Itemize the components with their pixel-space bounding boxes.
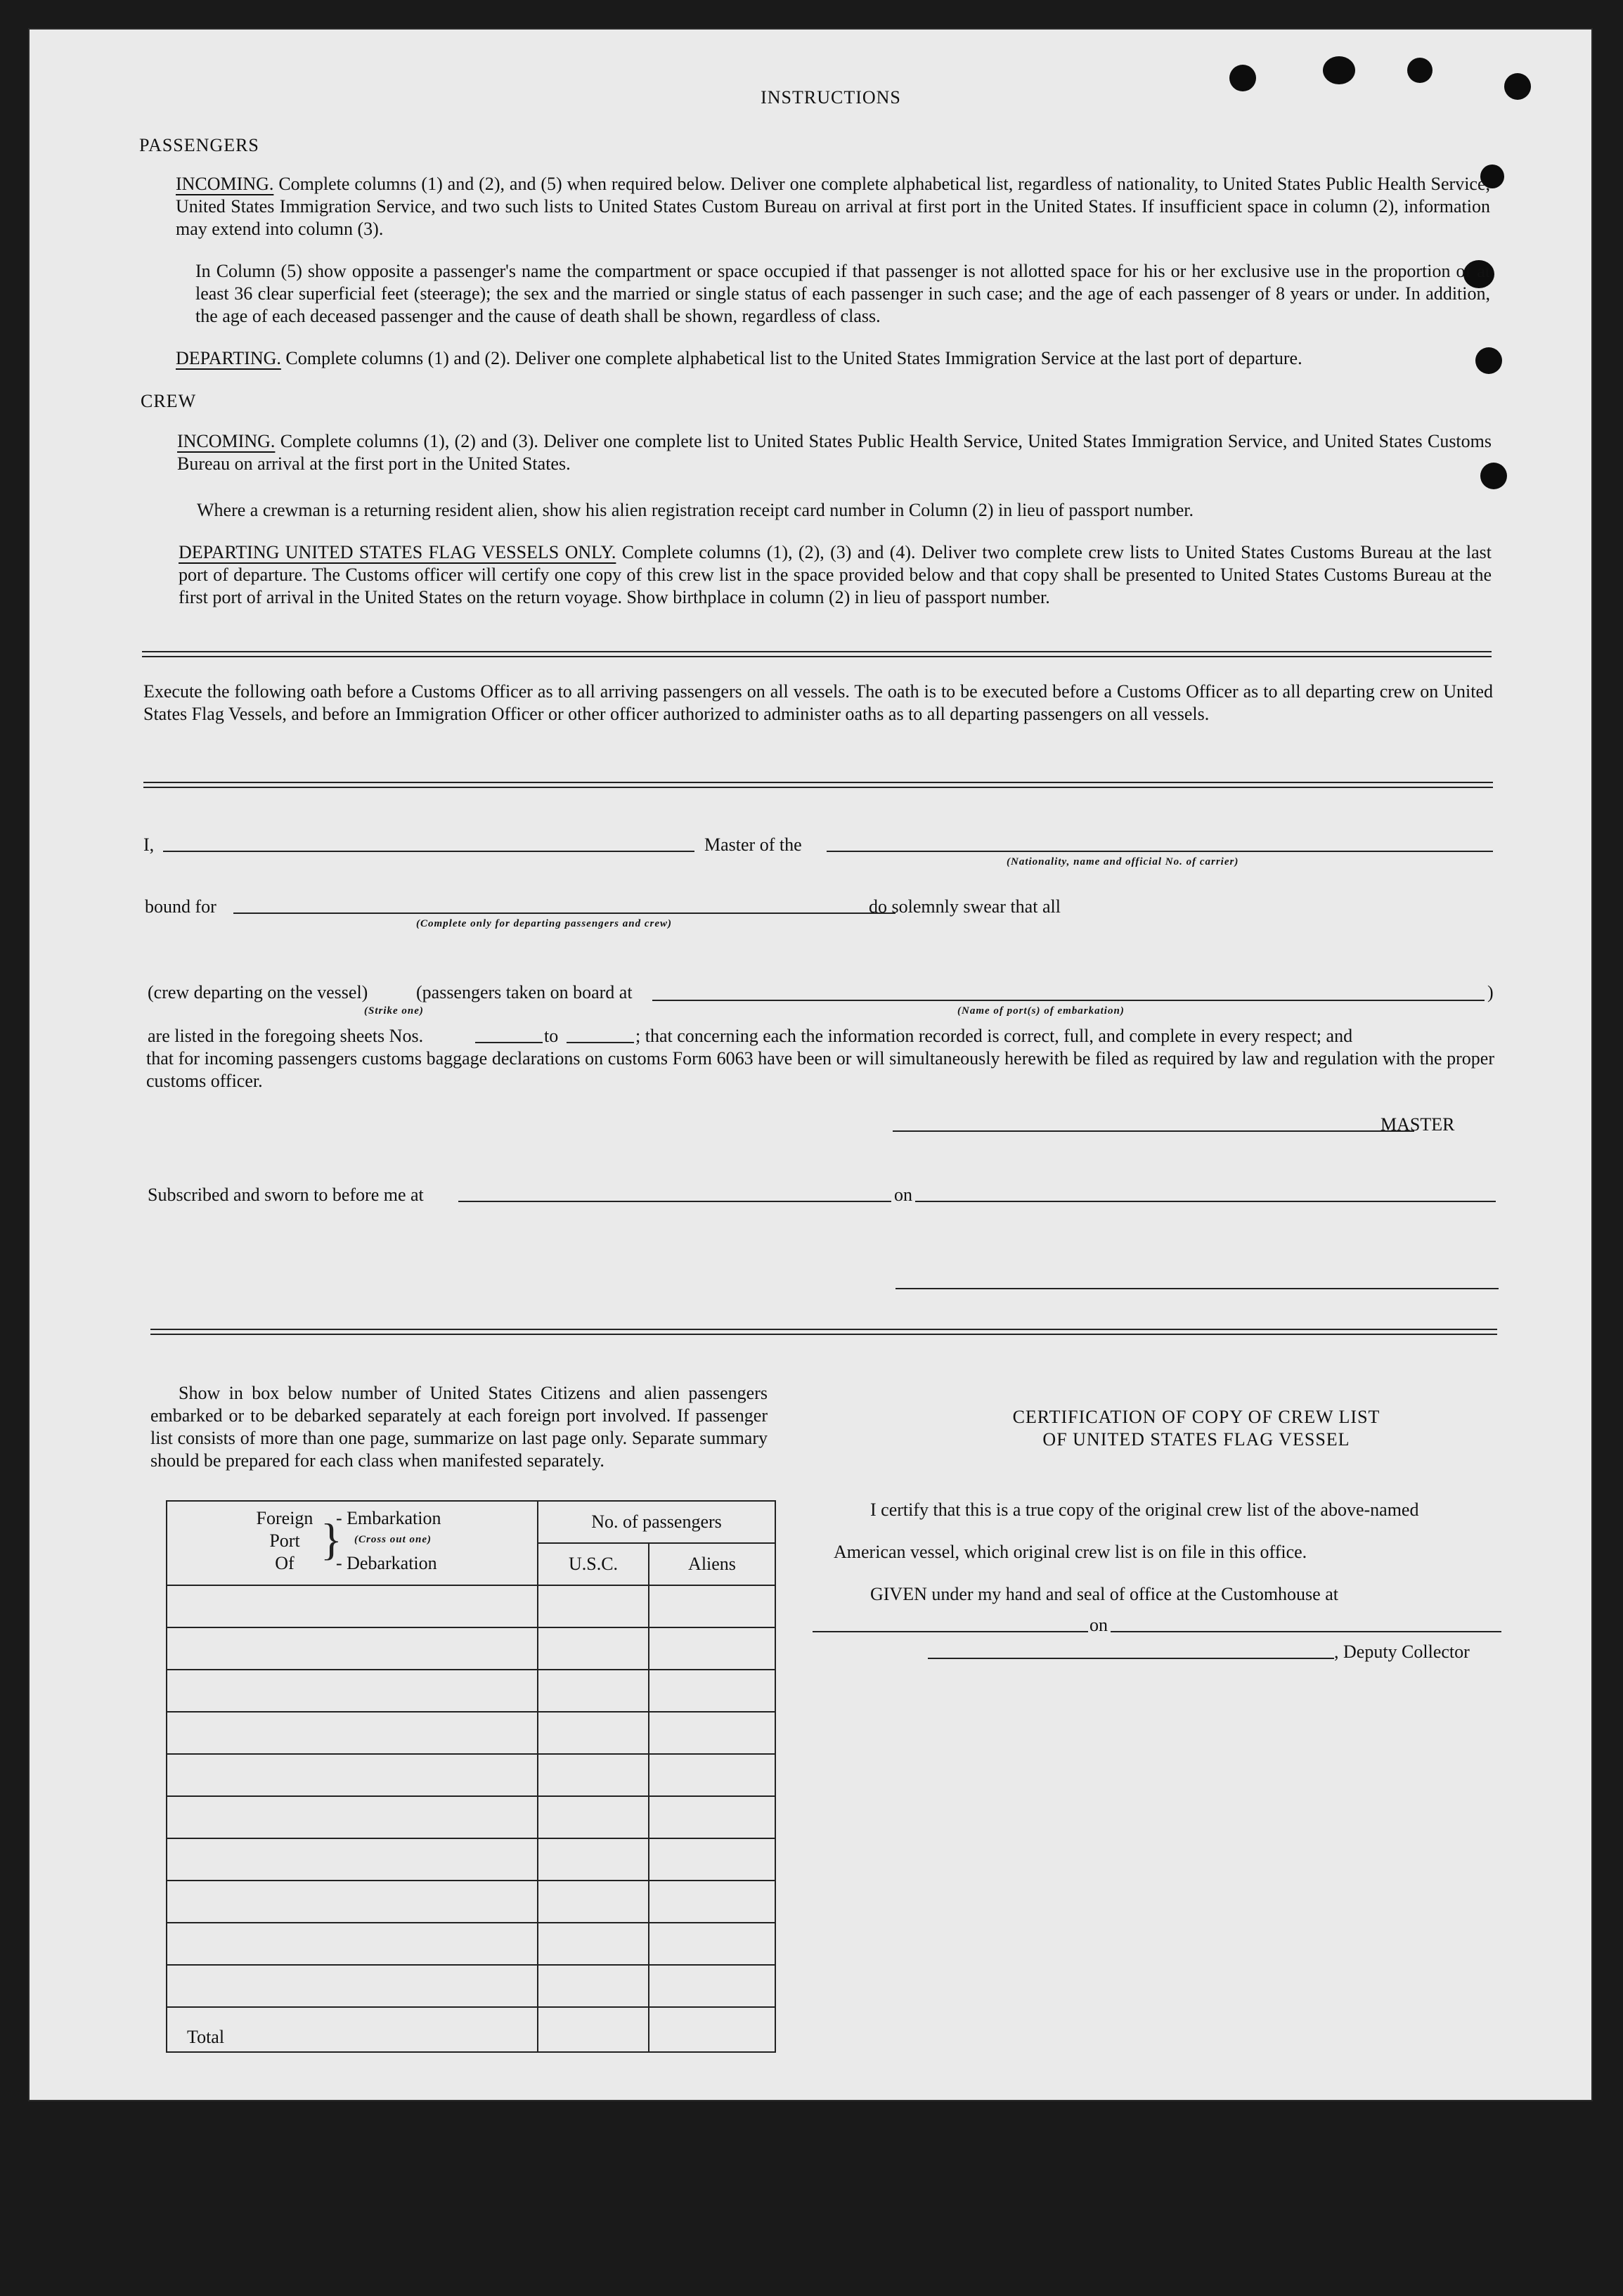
table-row	[167, 1712, 775, 1754]
usc-cell[interactable]	[538, 1627, 649, 1670]
num-passengers-header: No. of passengers	[538, 1501, 775, 1543]
oath-swear-text: do solemnly swear that all	[869, 896, 1061, 917]
table-row	[167, 1838, 775, 1881]
passengers-departing-text: Complete columns (1) and (2). Deliver one complete alphabetical list to the United States Immigration Service at the last port of departure.	[285, 348, 1302, 368]
port-cell[interactable]	[167, 1712, 538, 1754]
table-row	[167, 1796, 775, 1838]
close-paren: )	[1487, 982, 1494, 1002]
usc-cell[interactable]	[538, 1670, 649, 1712]
passengers-heading: PASSENGERS	[139, 135, 259, 155]
table-row	[167, 1585, 775, 1627]
carrier-field[interactable]	[827, 851, 1493, 852]
listed-prefix: are listed in the foregoing sheets Nos.	[148, 1026, 424, 1046]
usc-total-cell[interactable]	[538, 2007, 649, 2052]
certify-line-1: I certify that this is a true copy of the original crew list of the above-named	[870, 1500, 1419, 1520]
crew-incoming-paragraph	[177, 430, 1492, 475]
summary-intro: Show in box below number of United States Citizens and alien passengers embarked or to be debarked separately at each foreign port involved. If passenger list consists of more than one page, summarize on last page only. Separate summary should be prepared for each class when manifested separately.	[150, 1383, 768, 1471]
aliens-cell[interactable]	[649, 1585, 775, 1627]
cert-date-field[interactable]	[1111, 1631, 1501, 1632]
subscribed-on-word: on	[894, 1185, 912, 1205]
punch-hole	[1407, 58, 1433, 83]
aliens-cell[interactable]	[649, 1923, 775, 1965]
of-label: Of	[275, 1553, 295, 1573]
cert-on-word: on	[1089, 1615, 1108, 1635]
passengers-incoming-text: Complete columns (1) and (2), and (5) when required below. Deliver one complete alphabetical list, regardless of nationality, to United States Public Health Service, United States Immigration Service, and two such lists to United States Custom Bureau on arrival at first port in the United States. If insufficient space in column (2), information may extend into column (3).	[176, 174, 1491, 239]
oath-bound-for-label: bound for	[145, 896, 216, 917]
usc-cell[interactable]	[538, 1754, 649, 1796]
crew-departing-option[interactable]: (crew departing on the vessel)	[148, 982, 368, 1002]
aliens-cell[interactable]	[649, 1838, 775, 1881]
baggage-text: that for incoming passengers customs baggage declarations on customs Form 6063 have been or will simultaneously herewith be filed as required by law and regulation with the proper customs officer.	[146, 1048, 1494, 1091]
deputy-collector-signature-field[interactable]	[928, 1658, 1334, 1659]
usc-cell[interactable]	[538, 1712, 649, 1754]
port-cell[interactable]	[167, 1754, 538, 1796]
port-label: Port	[269, 1530, 300, 1551]
aliens-cell[interactable]	[649, 1881, 775, 1923]
passengers-column5-paragraph: In Column (5) show opposite a passenger's name the compartment or space occupied if that passenger is not allotted space for his or her exclusive use in the proportion of at least 36 clear superficial feet (steerage); the sex and the married or single status of each passenger in such case; and the age of each passenger of 8 years or under. In addition, the age of each deceased passenger and the cause of death shall be shown, regardless of class.	[195, 261, 1490, 326]
aliens-header: Aliens	[649, 1543, 775, 1585]
port-cell[interactable]	[167, 1627, 538, 1670]
port-cell[interactable]	[167, 1923, 538, 1965]
to-word: to	[544, 1026, 559, 1046]
usc-cell[interactable]	[538, 1838, 649, 1881]
port-cell[interactable]	[167, 1965, 538, 2007]
sworn-date-field[interactable]	[915, 1201, 1496, 1202]
master-signature-field[interactable]	[893, 1130, 1414, 1132]
passengers-taken-option[interactable]: (passengers taken on board at	[416, 982, 633, 1002]
oath-i-label: I,	[143, 834, 155, 855]
port-cell[interactable]	[167, 1881, 538, 1923]
sheet-to-field[interactable]	[567, 1042, 634, 1043]
table-row	[167, 1627, 775, 1670]
table-row	[167, 1923, 775, 1965]
port-cell[interactable]	[167, 1670, 538, 1712]
table-row	[167, 1754, 775, 1796]
crew-resident-paragraph: Where a crewman is a returning resident alien, show his alien registration receipt card number in Column (2) in lieu of passport number.	[197, 500, 1194, 520]
aliens-cell[interactable]	[649, 1627, 775, 1670]
carrier-note: (Nationality, name and official No. of carrier)	[1007, 856, 1239, 868]
aliens-total-cell[interactable]	[649, 2007, 775, 2052]
crew-departing-label: DEPARTING UNITED STATES FLAG VESSELS ONLY.	[179, 542, 616, 562]
aliens-cell[interactable]	[649, 1712, 775, 1754]
crew-departing-paragraph	[179, 541, 1492, 609]
sheet-from-field[interactable]	[475, 1042, 543, 1043]
crew-incoming-text: Complete columns (1), (2) and (3). Deliver one complete list to United States Public Health Service, United States Immigration Service, and United States Customs Bureau on arrival at the first port in the United States.	[177, 431, 1492, 474]
master-label: MASTER	[1380, 1114, 1455, 1135]
aliens-cell[interactable]	[649, 1670, 775, 1712]
form-page	[30, 30, 1591, 2100]
officer-signature-field[interactable]	[895, 1288, 1499, 1289]
debarkation-option[interactable]: - Debarkation	[336, 1553, 437, 1573]
port-cell[interactable]	[167, 1585, 538, 1627]
foreign-label: Foreign	[256, 1508, 313, 1528]
port-cell[interactable]	[167, 1838, 538, 1881]
cross-out-note: (Cross out one)	[354, 1534, 432, 1545]
foreign-port-header	[167, 1501, 538, 1585]
passengers-incoming-label: INCOMING.	[176, 174, 274, 194]
certification-title-2: OF UNITED STATES FLAG VESSEL	[1042, 1429, 1350, 1450]
customhouse-field[interactable]	[813, 1631, 1088, 1632]
certification-title-1: CERTIFICATION OF COPY OF CREW LIST	[1012, 1407, 1380, 1427]
given-line: GIVEN under my hand and seal of office at the Customhouse at	[870, 1584, 1338, 1604]
crew-heading: CREW	[141, 391, 197, 411]
usc-header: U.S.C.	[538, 1543, 649, 1585]
deputy-collector-label: , Deputy Collector	[1334, 1642, 1470, 1662]
listed-rest: ; that concerning each the information recorded is correct, full, and complete in every respect; and	[635, 1026, 1353, 1046]
passengers-departing-label: DEPARTING.	[176, 348, 281, 368]
passengers-incoming-paragraph	[176, 173, 1490, 240]
page-title: INSTRUCTIONS	[761, 87, 901, 108]
section-divider	[143, 782, 1493, 788]
section-divider	[142, 651, 1492, 657]
summary-header-row	[167, 1501, 775, 1543]
crew-incoming-label: INCOMING.	[177, 431, 276, 451]
punch-hole	[1323, 56, 1355, 84]
section-divider	[150, 1329, 1497, 1335]
aliens-cell[interactable]	[649, 1965, 775, 2007]
bound-for-field[interactable]	[233, 912, 895, 914]
table-row	[167, 1965, 775, 2007]
usc-cell[interactable]	[538, 1585, 649, 1627]
ports-note: (Name of port(s) of embarkation)	[957, 1005, 1125, 1017]
usc-cell[interactable]	[538, 1923, 649, 1965]
usc-cell[interactable]	[538, 1881, 649, 1923]
oath-intro: Execute the following oath before a Customs Officer as to all arriving passengers on all vessels. The oath is to be executed before a Customs Officer as to all departing crew on United States Flag Vessels, and before an Immigration Officer or other officer authorized to administer oaths as to all departing passengers on all vessels.	[143, 681, 1493, 724]
strike-note: (Strike one)	[364, 1005, 424, 1017]
subscribed-label: Subscribed and sworn to before me at	[148, 1185, 424, 1205]
passenger-summary-table	[166, 1500, 776, 2053]
usc-cell[interactable]	[538, 1965, 649, 2007]
table-row	[167, 1670, 775, 1712]
oath-master-of-label: Master of the	[704, 834, 802, 855]
embarkation-option[interactable]: - Embarkation	[336, 1508, 441, 1528]
passengers-departing-paragraph	[176, 347, 1490, 370]
total-label: Total	[167, 2007, 538, 2052]
brace-glyph: }	[321, 1514, 342, 1564]
bound-for-note: (Complete only for departing passengers and crew)	[416, 918, 672, 929]
certify-line-2: American vessel, which original crew list is on file in this office.	[834, 1542, 1307, 1562]
table-row	[167, 1881, 775, 1923]
total-row	[167, 2007, 775, 2052]
aliens-cell[interactable]	[649, 1796, 775, 1838]
crew-departing-text: Complete columns (1), (2), (3) and (4). Deliver two complete crew lists to United States Customs Bureau at the last port of departure. The Customs officer will certify one copy of this crew list in the space provided below and that copy shall be presented to United States Customs Bureau at the first port of arrival in the United States on the return voyage. Show birthplace in column (2) in lieu of passport number.	[179, 542, 1492, 607]
port-cell[interactable]	[167, 1796, 538, 1838]
sworn-place-field[interactable]	[458, 1201, 891, 1202]
embarkation-port-field[interactable]	[652, 1000, 1485, 1001]
usc-cell[interactable]	[538, 1796, 649, 1838]
master-name-field[interactable]	[163, 851, 694, 852]
aliens-cell[interactable]	[649, 1754, 775, 1796]
